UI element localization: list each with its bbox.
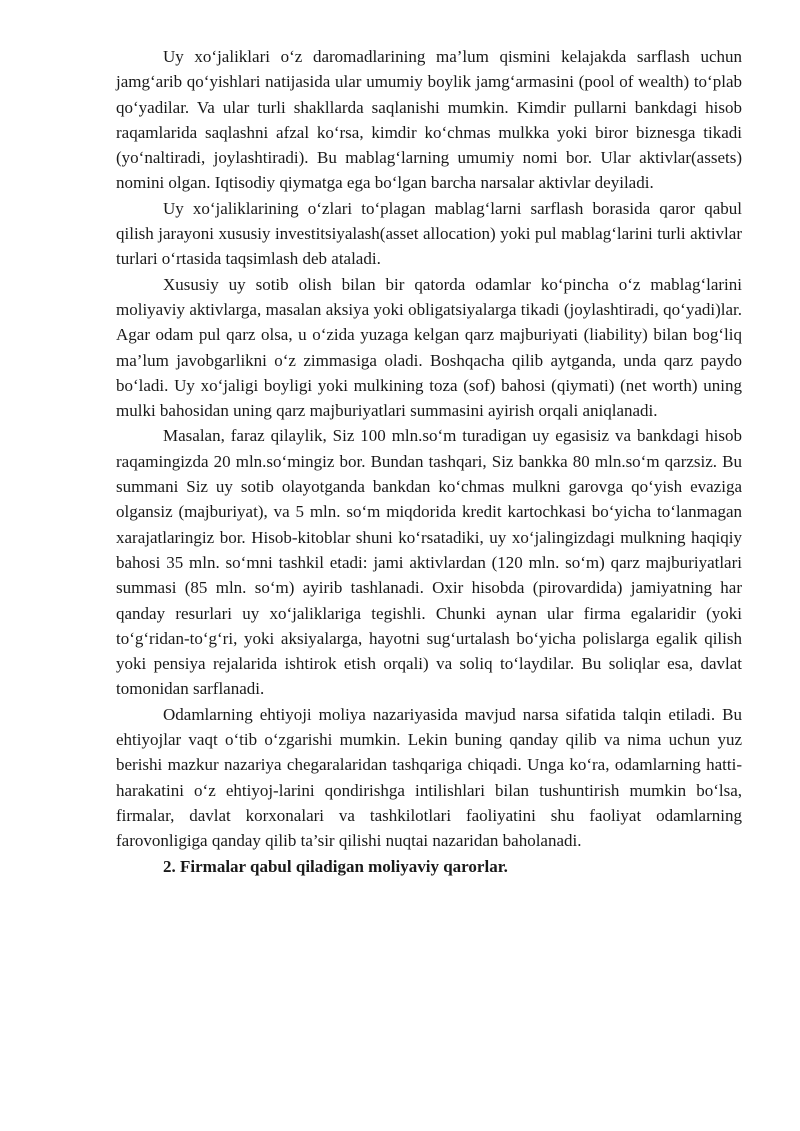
section-heading: 2. Firmalar qabul qiladigan moliyaviy qarorlar. [163,856,508,876]
document-page [116,44,742,879]
paragraph-example: Masalan, faraz qilaylik, Siz 100 mln.so‘m turadigan uy egasisiz va bankdagi hisob raqamingizda 20 mln.so‘mingiz bor. Bundan tashqari, Siz bankka 80 mln.so‘m qarzsiz. Bu summani Siz uy sotib olayotganda bankdan ko‘chmas mulkni garovga qo‘yish evaziga olgansiz (majburiyat), va 5 mln. so‘m miqdorida kredit kartochkasi bo‘yicha to‘lanmagan xarajatlaringiz bor. Hisob-kitoblar shuni ko‘rsatadiki, uy xo‘jalingizdagi mulkning haqiqiy bahosi 35 mln. so‘mni tashkil etadi: jami aktivlardan (120 mln. so‘m) qarz majburiyatlari summasi (85 mln. so‘m) ayirib tashlanadi. Oxir hisobda (pirovardida) jamiyatning har qanday resurlari uy xo‘jaliklariga tegishli. Chunki aynan ular firma egalaridir (yoki to‘g‘ridan-to‘g‘ri, yoki aksiyalarga, hayotni sug‘urtalash bo‘yicha polislarga egalik qilish yoki pensiya rejalarida ishtirok etish orqali) va soliq to‘laydilar. Bu soliqlar esa, davlat tomonidan sarflanadi. [116,426,742,699]
paragraph-asset-allocation: Uy xo‘jaliklarining o‘zlari to‘plagan mablag‘larni sarflash borasida qaror qabul qilish jarayoni xususiy investitsiyalash(asset allocation) yoki pul mablag‘larini turli aktivlar turlari o‘rtasida taqsimlash deb ataladi. [116,198,742,269]
paragraph-needs: Odamlarning ehtiyoji moliya nazariyasida mavjud narsa sifatida talqin etiladi. Bu ehtiyojlar vaqt o‘tib o‘zgarishi mumkin. Lekin buning qanday qilib va nima uchun yuz berishi mazkur nazariya chegaralaridan tashqariga chiqadi. Unga ko‘ra, odamlarning hatti-harakatini o‘z ehtiyoj-larini qondirishga intilishlari bilan tushuntirish mumkin bo‘lsa, firmalar, davlat korxonalari va tashkilotlari faoliyatini shu faoliyat odamlarning farovonligiga qanday qilib ta’sir qilishi nuqtai nazaridan baholanadi. [116,704,742,851]
paragraph-pool-of-wealth: Uy xo‘jaliklari o‘z daromadlarining ma’lum qismini kelajakda sarflash uchun jamg‘arib qo‘yishlari natijasida ular umumiy boylik jamg‘armasini (pool of wealth) to‘plab qo‘yadilar. Va ular turli shakllarda saqlanishi mumkin. Kimdir pullarni bankdagi hisob raqamlarida saqlashni afzal ko‘rsa, kimdir ko‘chmas mulkka yoki biror biznesga tikadi (yo‘naltiradi, joylashtiradi). Bu mablag‘larning umumiy nomi bor. Ular aktivlar(assets) nomini olgan. Iqtisodiy qiymatga ega bo‘lgan barcha narsalar aktivlar deyiladi. [116,47,742,193]
paragraph-net-worth: Xususiy uy sotib olish bilan bir qatorda odamlar ko‘pincha o‘z mablag‘larini moliyaviy aktivlarga, masalan aksiya yoki obligatsiyalarga tikadi (joylashtiradi, qo‘yadi)lar. Agar odam pul qarz olsa, u o‘zida yuzaga kelgan qarz majburiyati (liability) bilan bog‘liq ma’lum javobgarlikni o‘z zimmasiga oladi. Boshqacha qilib aytganda, unda qarz paydo bo‘ladi. Uy xo‘jaligi boyligi yoki mulkining toza (sof) bahosi (qiymati) (net worth) uning mulki bahosidan uning qarz majburiyatlari summasini ayirish orqali aniqlanadi. [116,274,742,421]
